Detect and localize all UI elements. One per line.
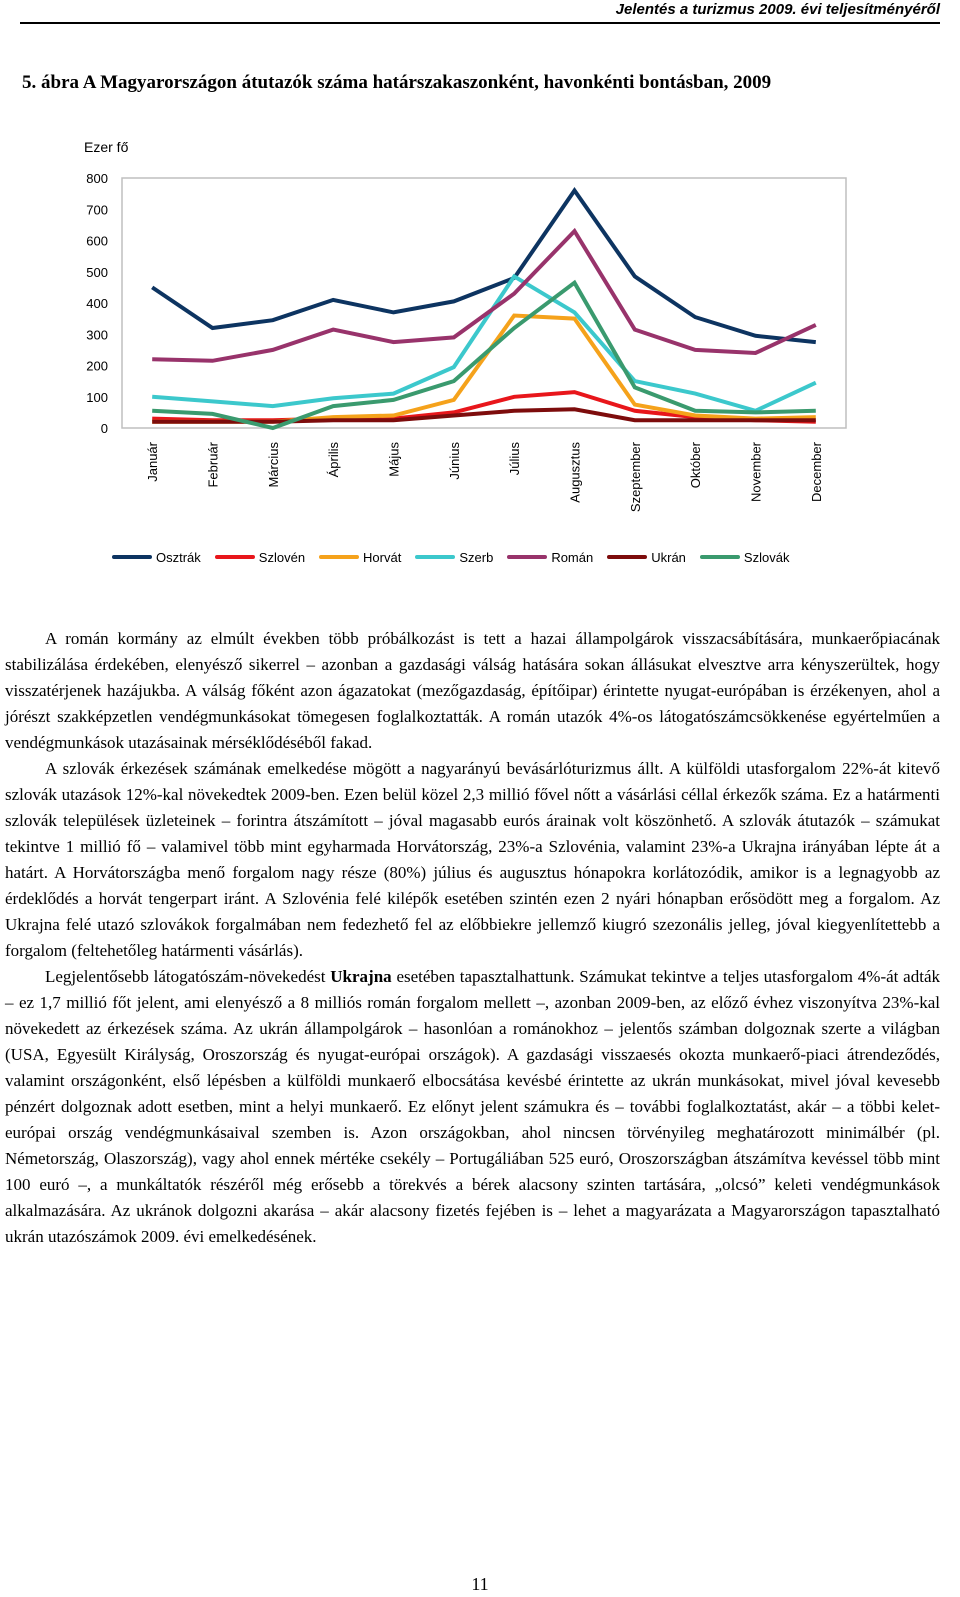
plot-frame	[122, 178, 846, 428]
legend-label: Horvát	[363, 549, 402, 565]
x-tick-label: Április	[326, 442, 342, 478]
legend-item	[415, 550, 493, 565]
x-tick-label: Augusztus	[567, 442, 583, 503]
paragraph-ukraine-bold: Ukrajna	[330, 967, 392, 986]
x-tick-label: November	[748, 442, 764, 502]
x-tick-label: Június	[446, 442, 462, 480]
x-tick-label: December	[808, 442, 824, 502]
paragraph-roman: A román kormány az elmúlt években több próbálkozást is tett a hazai állampolgárok visszacsábítására, munkaerőpiacának stabilizálása érdekében, elenyésző sikerrel – azonban a gazdasági válság hatására sokan állásukat elvesztve arra kényszerültek, hogy visszatérjenek hazájukba. A válság főként azon ágazatokat (mezőgazdaság, építőipar) érintette nyugat-európában is érzékenyen, ahol a jórészt szakképzetlen vendégmunkásokat tömegesen foglalkoztatták. A román utazók 4%-os látogatószámcsökkenése egyértelműen a vendégmunkások utazásainak mérséklődéséből fakad.	[5, 629, 940, 752]
legend-label: Szlovák	[743, 549, 790, 565]
legend-item	[319, 550, 401, 565]
y-axis-title: Ezer fő	[84, 139, 129, 155]
figure-title: 5. ábra A Magyarországon átutazók száma határszakaszonként, havonkénti bontásban, 2009	[22, 72, 772, 93]
y-tick-label: 600	[86, 233, 108, 249]
x-tick-label: Május	[386, 442, 402, 477]
x-tick-label: Július	[507, 442, 523, 476]
legend-item	[607, 550, 686, 565]
y-tick-label: 0	[100, 421, 108, 436]
series-line-szerb	[152, 276, 816, 410]
legend-item	[215, 550, 305, 565]
legend-item	[507, 550, 593, 565]
x-tick-label: Február	[205, 442, 221, 488]
paragraph-ukraine-start: Legjelentősebb látogatószám-növekedést	[45, 967, 331, 986]
legend-swatch	[700, 555, 740, 559]
legend-label: Osztrák	[156, 549, 201, 565]
legend-item	[700, 550, 790, 565]
body-text	[5, 626, 940, 1250]
legend-swatch	[607, 555, 647, 559]
series-line-román	[152, 231, 816, 361]
y-tick-label: 300	[86, 327, 108, 343]
x-tick-label: Január	[145, 442, 161, 482]
legend-swatch	[319, 555, 359, 559]
x-tick-label: Szeptember	[627, 442, 643, 513]
y-tick-label: 400	[86, 296, 108, 311]
page-number: 11	[471, 1574, 489, 1594]
legend-label: Ukrán	[651, 549, 686, 565]
legend-label: Szerb	[459, 549, 494, 565]
y-tick-label: 200	[86, 358, 108, 374]
y-tick-label: 100	[86, 389, 108, 405]
x-tick-label: Október	[688, 442, 704, 489]
y-tick-label: 500	[86, 264, 108, 280]
legend-label: Szlovén	[258, 549, 306, 565]
y-tick-label: 700	[86, 202, 108, 218]
chart-legend	[112, 548, 872, 566]
legend-item	[112, 550, 201, 565]
legend-swatch	[415, 555, 455, 559]
paragraph-slovak: A szlovák érkezések számának emelkedése mögött a nagyarányú bevásárlóturizmus állt. A külföldi utasforgalom 22%-át kitevő szlovák utazások 12%-kal növekedtek 2009-ben. Ezen belül közel 2,3 millió fővel nőtt a vásárlási céllal érkezők száma. Ez a határmenti szlovák települések üzleteinek – forintra átszámított – jóval magasabb eurós árainak volt köszönhető. A szlovák átutazók – számukat tekintve 1 millió fő – valamivel több mint egyharmada Horvátország, 23%-a Szlovénia, valamint 23%-a Ukrajna irányában lépte át a határt. A Horvátországba menő forgalom nagy része (80%) július és augusztus hónapokra korlátozódik, amikor is a legnagyobb az érdeklődés a horvát tengerpart iránt. A Szlovénia felé kilépők esetében szintén ezen 2 nyári hónapban erősödött meg a forgalom. Az Ukrajna felé utazó szlovákok forgalmában nem fedezhető fel az előbbiekre jellemző kiugró szezonális jelleg, jóval kiegyenlítettebb a forgalom (feltehetőleg határmenti vásárlás).	[5, 759, 940, 960]
paragraph-ukraine-rest: esetében tapasztalhattunk. Számukat tekintve a teljes utasforgalom 4%-át adták – ez 1,7 millió főt jelent, ami elenyésző a 8 milliós román forgalom mellett –, azonban 2009-ben, az előző évhez viszonyítva 23%-kal növekedett az érkezések száma. Az ukrán állampolgárok – hasonlóan a románokhoz – jelentős számban dolgoznak szerte a világban (USA, Egyesült Királyság, Oroszország és nyugat-európai országok). A gazdasági visszaesés okozta munkaerő-piaci átrendeződés, valamint országonként, első lépésben a külföldi munkaerő elbocsátása kevésbé érintette az ukrán munkásokat, mivel jóval kevesebb pénzért dolgoznak adott esetben, mint a helyi munkaerő. Ez előnyt jelent számukra és – további foglalkoztatást, akár – a többi kelet-európai ország vendégmunkásaival szemben is. Azon országokban, ahol nincsen törvényileg meghatározott minimálbér (pl. Németország, Olaszország), vagy ahol ennek mértéke csekély – Portugáliában 525 euró, Oroszországban átszámítva kevéssel több mint 100 euró –, a munkáltatók részéről még erősebb a törekvés a bérek alacsony szinten tartására, „olcsó” keleti vendégmunkások alkalmazására. Az ukránok dolgozni akarása – akár alacsony fizetés fejében is – lehet a magyarázata a Magyarországon tapasztalható ukrán utazószámok 2009. évi emelkedésének.	[5, 967, 940, 1246]
page-header: Jelentés a turizmus 2009. évi teljesítményéről	[20, 0, 940, 24]
legend-swatch	[507, 555, 547, 559]
line-chart	[60, 130, 860, 530]
y-tick-label: 800	[86, 171, 108, 186]
paragraph-ukraine	[5, 964, 940, 1250]
legend-label: Román	[551, 549, 594, 565]
legend-swatch	[112, 555, 152, 559]
x-tick-label: Március	[265, 442, 281, 488]
legend-swatch	[215, 555, 255, 559]
